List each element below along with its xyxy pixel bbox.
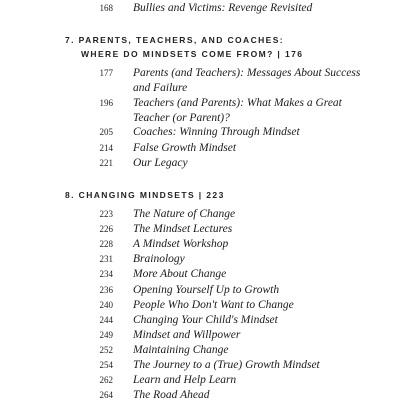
toc-page-number: 226 [99, 224, 113, 234]
toc-entry [0, 298, 400, 313]
toc-entry [0, 388, 400, 400]
chapter-8-heading: 8. CHANGING MINDSETS | 223 [65, 190, 225, 200]
toc-page-number: 236 [99, 285, 113, 295]
toc-entry-title: The Nature of Change [133, 208, 236, 220]
toc-entry [0, 141, 400, 156]
toc-entry-title: Mindset and Willpower [133, 329, 241, 341]
toc-entry [0, 1, 400, 16]
toc-page-number: 244 [99, 315, 113, 325]
toc-entry-title: Learn and Help Learn [133, 374, 237, 386]
toc-entry-title: The Mindset Lectures [133, 223, 233, 235]
toc-entry [0, 237, 400, 252]
toc-page-number: 214 [99, 143, 113, 153]
toc-entry [0, 96, 400, 126]
toc-page-number: 223 [99, 209, 113, 219]
toc-entry-title: Coaches: Winning Through Mindset [133, 126, 300, 138]
toc-page-number: 234 [99, 269, 113, 279]
toc-entry [0, 125, 400, 140]
toc-entry-title: A Mindset Workshop [133, 238, 229, 250]
toc-page-number: 264 [99, 390, 113, 400]
toc-entry-title: Parents (and Teachers): Messages About Success and Failure [133, 67, 361, 94]
toc-entry-title: The Road Ahead [133, 389, 210, 400]
toc-entry-title: Changing Your Child's Mindset [133, 314, 278, 326]
toc-entry [0, 222, 400, 237]
toc-entry [0, 252, 400, 267]
toc-entry [0, 358, 400, 373]
chapter-7-heading-line1: 7. PARENTS, TEACHERS, AND COACHES: [65, 35, 285, 45]
toc-entry-title: Our Legacy [133, 157, 188, 169]
toc-entry-title: More About Change [133, 268, 227, 280]
toc-page-number: 254 [99, 360, 113, 370]
toc-entry [0, 207, 400, 222]
toc-page-number: 196 [99, 98, 113, 108]
toc-entry [0, 343, 400, 358]
toc-page-number: 240 [99, 300, 113, 310]
toc-page-number: 228 [99, 239, 113, 249]
toc-page-number: 249 [99, 330, 113, 340]
toc-entry [0, 156, 400, 171]
toc-page-number: 221 [99, 158, 113, 168]
toc-page-number: 168 [99, 3, 113, 13]
toc-entry [0, 313, 400, 328]
chapter-7-heading-line2: WHERE DO MINDSETS COME FROM? | 176 [81, 49, 304, 59]
toc-page-number: 252 [99, 345, 113, 355]
toc-entry [0, 283, 400, 298]
toc-entry [0, 66, 400, 96]
toc-page-number: 205 [99, 127, 113, 137]
toc-entry-title: Brainology [133, 253, 185, 265]
toc-page-number: 231 [99, 254, 113, 264]
toc-entry-title: Opening Yourself Up to Growth [133, 284, 280, 296]
toc-entry [0, 328, 400, 343]
toc-page-number: 177 [99, 68, 113, 78]
toc-entry-title: Teachers (and Parents): What Makes a Great Teacher (or Parent)? [133, 97, 342, 124]
toc-entry [0, 373, 400, 388]
toc-entry-title: Maintaining Change [133, 344, 229, 356]
toc-entry-title: Bullies and Victims: Revenge Revisited [133, 2, 313, 14]
toc-entry-title: People Who Don't Want to Change [133, 299, 294, 311]
toc-entry-title: The Journey to a (True) Growth Mindset [133, 359, 320, 371]
toc-entry-title: False Growth Mindset [133, 142, 237, 154]
toc-entry [0, 267, 400, 282]
toc-page-number: 262 [99, 375, 113, 385]
